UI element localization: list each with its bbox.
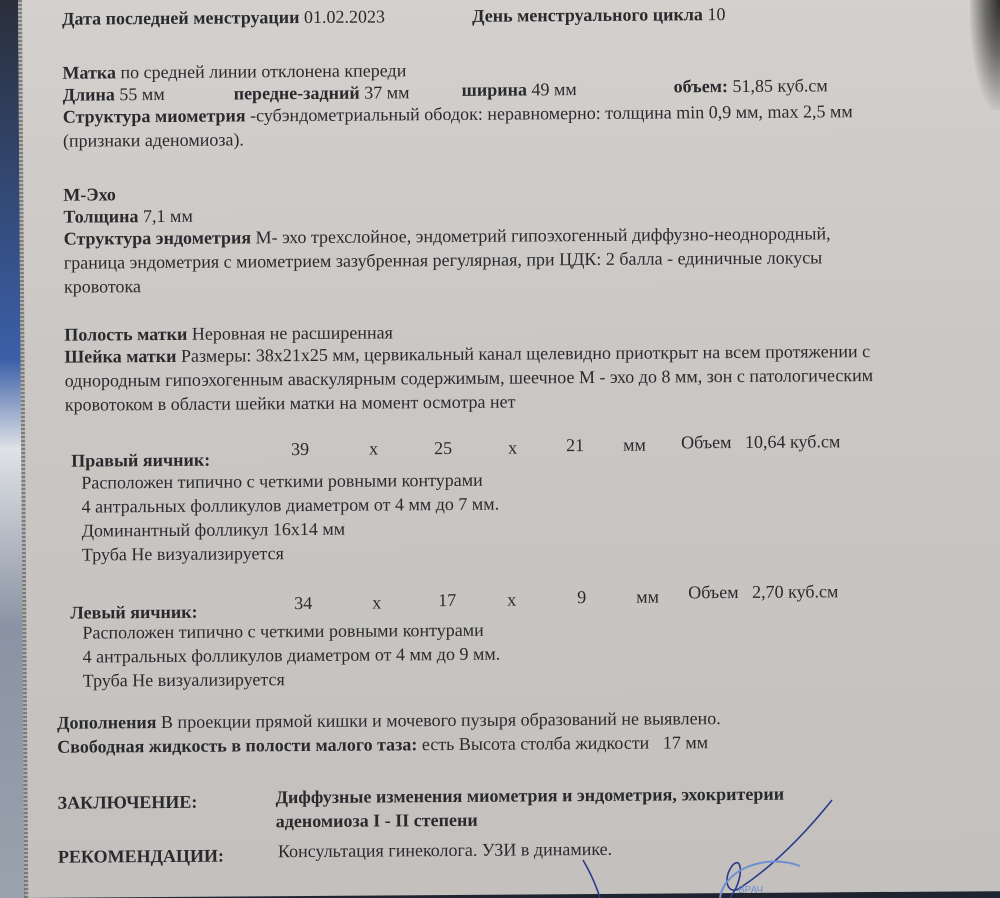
cavity-value: Неровная не расширенная [191, 322, 393, 344]
right-ovary-line-3: Доминантный фолликул 16x14 мм [81, 518, 346, 541]
free-fluid-value: 17 мм [662, 732, 709, 753]
left-ovary-label: Левый яичник: [70, 601, 198, 623]
left-ovary-x2: x [507, 589, 517, 610]
left-ovary-line-1: Расположен типично с четкими ровными контурами [82, 619, 484, 643]
left-ovary-line-3: Труба Не визуализируется [82, 669, 285, 691]
lmp-value: 01.02.2023 [303, 6, 386, 28]
left-ovary-unit: мм [636, 586, 660, 607]
thickness-label: Толщина [63, 206, 139, 227]
conclusion-label: ЗАКЛЮЧЕНИЕ: [57, 791, 198, 813]
width-value: 49 мм [531, 79, 577, 100]
volume-label: объем: [673, 76, 728, 97]
additions-label: Дополнения [56, 712, 157, 733]
endometrium-text-2: граница эндометрия с миометрием зазубренная регулярная, при ЦДК: 2 балла - единичные локусы [63, 247, 823, 273]
ap-value: 37 мм [364, 82, 410, 103]
cervix-text: Размеры: 38x21x25 мм, цервикальный канал щелевидно приоткрыт на всем протяжении с [180, 341, 871, 366]
myometrium-text-2: (признаки аденомиоза). [62, 129, 244, 151]
free-fluid-label: Свободная жидкость в полости малого таза: [57, 734, 418, 757]
cervix-text-3: кровотоком в области шейки матки на момент осмотра нет [64, 391, 516, 415]
cervix-text-2: однородным гипоэхогенным аваскулярным содержимым, шеечное М - эхо до 8 мм, зон с патологическим [64, 365, 874, 391]
left-ovary-volume-value: 2,70 куб.см [751, 581, 839, 602]
length-label: Длина [62, 84, 115, 105]
additions-text: В проекции прямой кишки и мочевого пузыря образований не выявлено. [160, 708, 721, 733]
endometrium-label: Структура эндометрия [63, 227, 252, 249]
right-ovary-dim3: 21 [566, 435, 585, 456]
cervix-label: Шейка матки [64, 345, 177, 367]
conclusion-text-1: Диффузные изменения миометрия и эндометрия, эхокритерии [275, 783, 785, 808]
thickness-value: 7,1 мм [142, 205, 193, 227]
right-ovary-x1: x [369, 438, 379, 459]
endometrium-text: М- эхо трехслойное, эндометрий гипоэхогенный диффузно-неоднородный, [255, 223, 831, 248]
recommendations-label: РЕКОМЕНДАЦИИ: [57, 845, 225, 867]
right-ovary-x2: x [508, 437, 518, 458]
recommendations-text: Консультация гинеколога. УЗИ в динамике. [277, 838, 613, 862]
left-ovary-volume-label: Объем [688, 581, 739, 603]
uterus-label: Матка [62, 62, 117, 83]
conclusion-text-2: аденомиоза I - II степени [275, 809, 478, 832]
right-ovary-label: Правый яичник: [71, 449, 211, 471]
volume-value: 51,85 куб.см [732, 75, 828, 97]
right-ovary-line-4: Труба Не визуализируется [81, 543, 284, 565]
right-ovary-unit: мм [623, 434, 646, 455]
myometrium-label: Структура миометрия [62, 105, 246, 127]
myometrium-text: -субэндометриальный ободок: неравномерно: толщина min 0,9 мм, max 2,5 мм [250, 101, 853, 126]
ap-label: передне-задний [233, 82, 360, 104]
left-ovary-dim1: 34 [294, 592, 313, 614]
cycle-day-label: День менструального цикла [472, 4, 703, 26]
right-ovary-dim1: 39 [291, 438, 310, 460]
uterus-position: по средней линии отклонена кпереди [120, 60, 407, 83]
right-ovary-volume-value: 10,64 куб.см [744, 431, 841, 452]
endometrium-text-3: кровотока [63, 276, 142, 297]
left-ovary-x1: x [372, 592, 382, 613]
free-fluid-text: есть Высота столба жидкости [421, 732, 650, 755]
lmp-label: Дата последней менструации [62, 7, 300, 29]
right-ovary-line-1: Расположен типично с четкими ровными контурами [81, 469, 483, 493]
cavity-label: Полость матки [64, 323, 188, 345]
right-ovary-line-2: 4 антральных фолликулов диаметром от 4 мм до 7 мм. [81, 493, 500, 517]
left-ovary-line-2: 4 антральных фолликулов диаметром от 4 мм до 9 мм. [82, 643, 501, 667]
cycle-day-value: 10 [707, 4, 726, 25]
width-label: ширина [461, 79, 528, 100]
stamp-text: ВРАЧ [738, 885, 764, 896]
left-ovary-dim3: 9 [577, 587, 587, 608]
signature-icon [583, 800, 832, 898]
right-ovary-dim2: 25 [434, 437, 453, 459]
left-ovary-dim2: 17 [438, 589, 457, 611]
m-echo-title: М-Эхо [63, 184, 116, 205]
right-ovary-volume-label: Объем [681, 432, 732, 453]
length-value: 55 мм [119, 83, 165, 105]
